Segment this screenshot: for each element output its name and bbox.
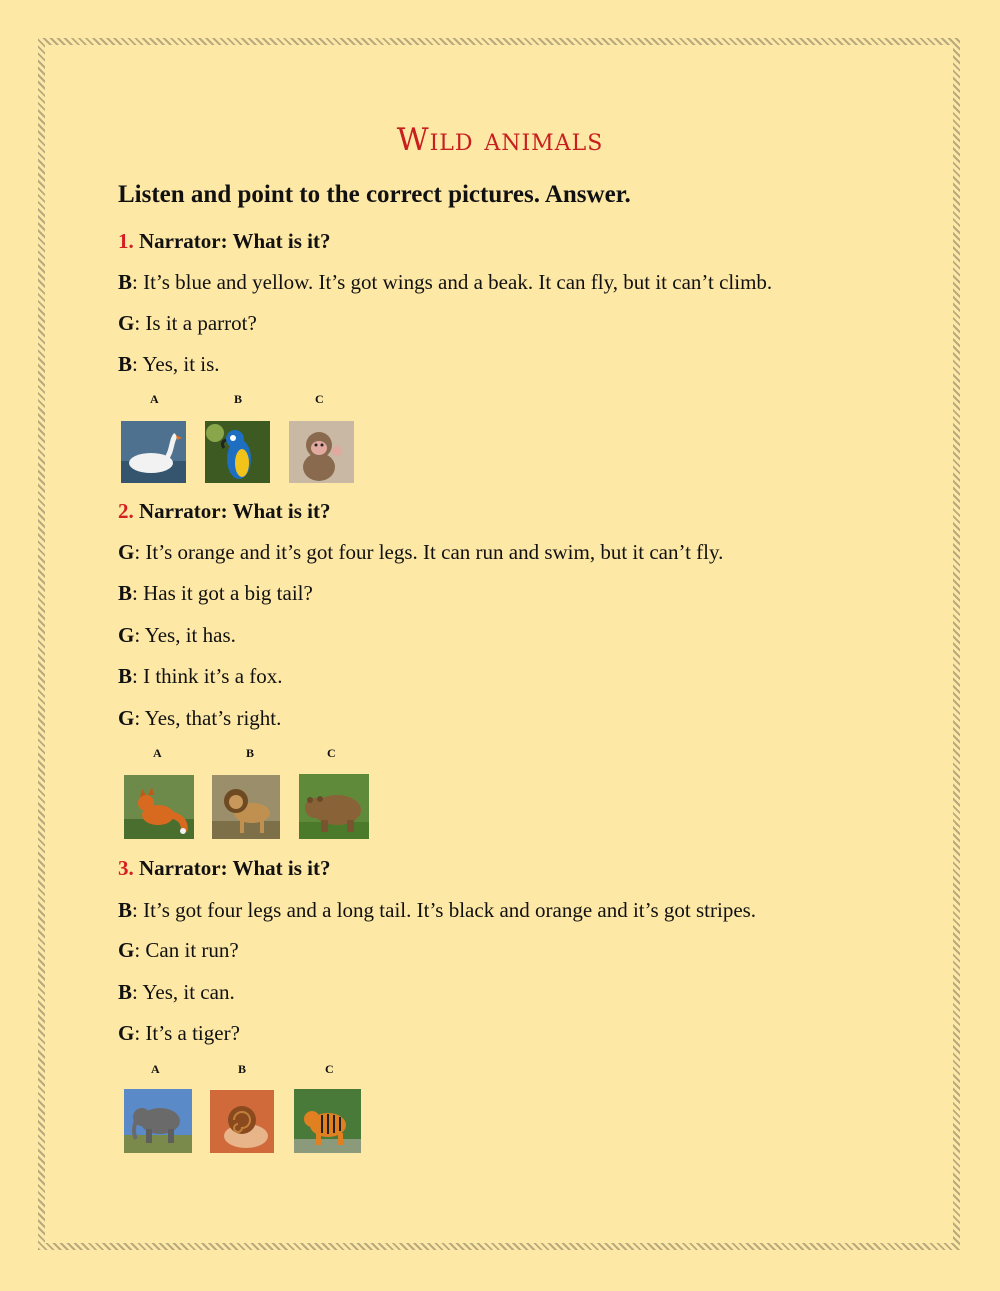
dialogue-line (118, 980, 235, 1005)
dialogue-line (118, 1021, 240, 1046)
dialogue-line (118, 311, 257, 336)
line-text: : Has it got a big tail? (132, 581, 313, 605)
option-label-a: A (151, 1062, 160, 1076)
lion-picture[interactable] (212, 775, 280, 839)
question-2-prompt (118, 499, 331, 524)
dialogue-line (118, 706, 281, 731)
dialogue-line (118, 664, 283, 689)
speaker: B (118, 664, 133, 688)
speaker: B (118, 898, 133, 922)
speaker: B (118, 270, 133, 294)
parrot-icon (205, 421, 270, 483)
monkey-picture[interactable] (289, 421, 354, 483)
dialogue-line (118, 352, 220, 377)
lion-icon (212, 775, 280, 839)
monkey-icon (289, 421, 354, 483)
page-title: Wild animals (396, 122, 604, 158)
speaker: G (118, 311, 135, 335)
line-text: : Yes, it is. (132, 352, 220, 376)
line-text: : Yes, it can. (132, 980, 235, 1004)
question-1-prompt (118, 229, 331, 254)
question-prompt: Narrator: What is it? (139, 856, 331, 880)
instruction: Listen and point to the correct pictures. Answer. (118, 181, 631, 208)
option-label-a: A (150, 392, 159, 406)
option-label-a: A (153, 746, 162, 760)
question-3-prompt (118, 856, 331, 881)
option-label-b: B (238, 1062, 247, 1076)
dialogue-line (118, 540, 723, 565)
speaker: B (118, 581, 133, 605)
option-label-c: C (325, 1062, 334, 1076)
fox-picture[interactable] (124, 775, 194, 839)
swan-picture[interactable] (121, 421, 186, 483)
fox-icon (124, 775, 194, 839)
tiger-picture[interactable] (294, 1089, 361, 1153)
question-number: 3. (118, 856, 134, 880)
bear-icon (299, 774, 369, 839)
speaker: B (118, 980, 133, 1004)
speaker: B (118, 352, 133, 376)
speaker: G (118, 706, 135, 730)
dialogue-line (118, 938, 239, 963)
dialogue-line (118, 898, 756, 923)
option-label-c: C (327, 746, 336, 760)
question-number: 2. (118, 499, 134, 523)
line-text: : I think it’s a fox. (132, 664, 283, 688)
line-text: : Yes, that’s right. (134, 706, 282, 730)
line-text: : It’s got four legs and a long tail. It’s black and orange and it’s got stripes. (132, 898, 757, 922)
speaker: G (118, 938, 135, 962)
speaker: G (118, 540, 135, 564)
speaker: G (118, 623, 135, 647)
line-text: : Can it run? (134, 938, 239, 962)
line-text: : It’s blue and yellow. It’s got wings and a beak. It can fly, but it can’t climb. (132, 270, 773, 294)
option-label-c: C (315, 392, 324, 406)
dialogue-line (118, 623, 236, 648)
snail-icon (210, 1090, 274, 1153)
question-prompt: Narrator: What is it? (139, 229, 331, 253)
dialogue-line (118, 581, 313, 606)
elephant-picture[interactable] (124, 1089, 192, 1153)
option-label-b: B (234, 392, 243, 406)
line-text: : Is it a parrot? (134, 311, 257, 335)
snail-picture[interactable] (210, 1090, 274, 1153)
option-label-b: B (246, 746, 255, 760)
line-text: : It’s orange and it’s got four legs. It can run and swim, but it can’t fly. (134, 540, 724, 564)
question-prompt: Narrator: What is it? (139, 499, 331, 523)
speaker: G (118, 1021, 135, 1045)
line-text: : It’s a tiger? (134, 1021, 240, 1045)
dialogue-line (118, 270, 772, 295)
question-number: 1. (118, 229, 134, 253)
line-text: : Yes, it has. (134, 623, 236, 647)
tiger-icon (294, 1089, 361, 1153)
bear-picture[interactable] (299, 774, 369, 839)
parrot-picture[interactable] (205, 421, 270, 483)
elephant-icon (124, 1089, 192, 1153)
swan-icon (121, 421, 186, 483)
